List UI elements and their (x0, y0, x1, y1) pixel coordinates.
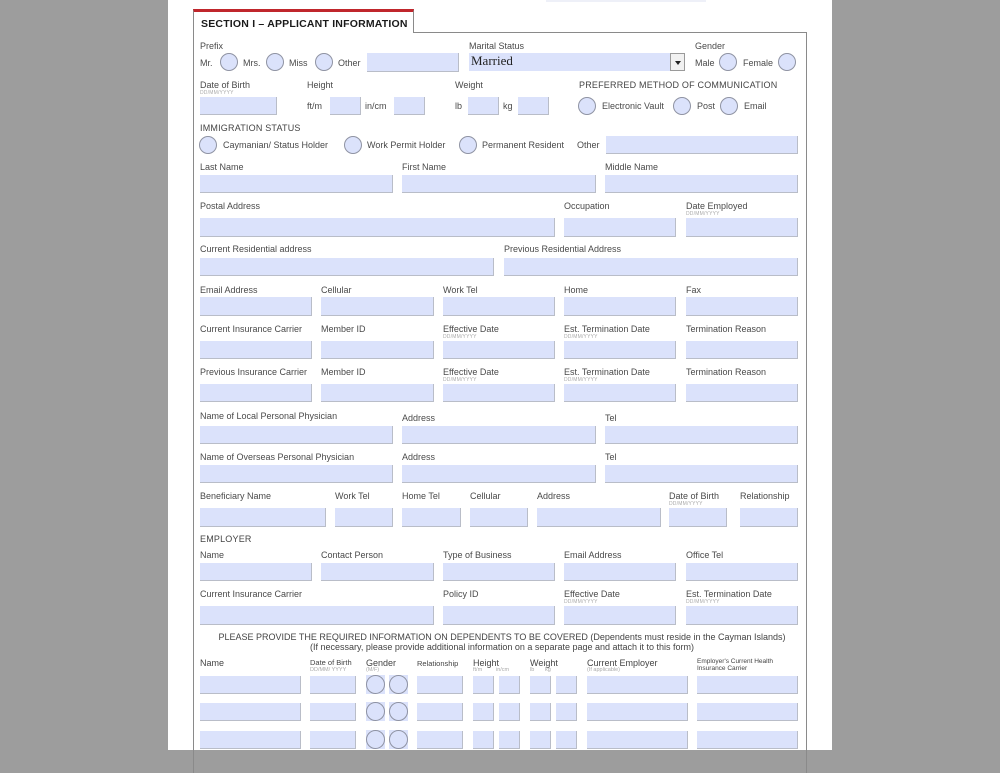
overseas-physician-tel-input[interactable] (605, 465, 798, 483)
immigration-workpermit-label: Work Permit Holder (367, 140, 446, 150)
current-member-id-input[interactable] (321, 341, 434, 359)
dep-weight-kg-input[interactable] (556, 703, 577, 721)
dep-weight-kg-input[interactable] (556, 731, 577, 749)
gender-male-label: Male (695, 58, 715, 68)
current-termination-hint: DD/MM/YYYY (564, 334, 598, 340)
dep-name-header: Name (200, 658, 225, 668)
beneficiary-address-input[interactable] (537, 508, 661, 527)
immigration-workpermit-radio[interactable] (344, 136, 362, 154)
immigration-permanent-label: Permanent Resident (482, 140, 565, 150)
comm-email-label: Email (744, 101, 767, 111)
dep-employer-input[interactable] (587, 703, 688, 721)
beneficiary-address-label: Address (537, 491, 571, 501)
section-tab (193, 9, 414, 32)
employer-carrier-input[interactable] (200, 606, 434, 625)
dob-hint: DD/MM/YYYY (200, 90, 234, 96)
dep-carrier-header-line1: Employer's Current Health (697, 658, 774, 665)
immigration-caymanian-label: Caymanian/ Status Holder (223, 140, 329, 150)
dep-employer-input[interactable] (587, 731, 688, 749)
gender-male-radio[interactable] (719, 53, 737, 71)
employer-email-label: Email Address (564, 550, 622, 560)
beneficiary-home-tel-label: Home Tel (402, 491, 440, 501)
local-physician-tel-input[interactable] (605, 426, 798, 444)
dep-name-input[interactable] (200, 676, 301, 694)
employer-termination-input[interactable] (686, 606, 798, 625)
current-effective-hint: DD/MM/YYYY (443, 334, 477, 340)
dep-weight-lb-input[interactable] (530, 676, 551, 694)
dep-height-in-input[interactable] (499, 731, 520, 749)
previous-effective-input[interactable] (443, 384, 555, 402)
employer-effective-input[interactable] (564, 606, 676, 625)
dep-gender-f-radio[interactable] (389, 702, 408, 721)
work-tel-label: Work Tel (443, 285, 478, 295)
dep-employer-input[interactable] (587, 676, 688, 694)
previous-residential-input[interactable] (504, 258, 798, 276)
dep-gender-hint: (M/F) (366, 667, 380, 673)
dep-name-input[interactable] (200, 731, 301, 749)
prefix-mrs-radio[interactable] (266, 53, 284, 71)
local-physician-tel-label: Tel (605, 413, 617, 423)
dep-carrier-input[interactable] (697, 703, 798, 721)
previous-reason-input[interactable] (686, 384, 798, 402)
overseas-physician-label: Name of Overseas Personal Physician (200, 452, 355, 462)
comm-post-radio[interactable] (673, 97, 691, 115)
date-employed-input[interactable] (686, 218, 798, 237)
height-ft-label: ft/m (307, 101, 322, 111)
weight-lb-input[interactable] (468, 97, 499, 115)
dep-relationship-input[interactable] (417, 676, 463, 694)
overseas-physician-tel-label: Tel (605, 452, 617, 462)
dep-gender-f-radio[interactable] (389, 675, 408, 694)
employer-effective-hint: DD/MM/YYYY (564, 599, 598, 605)
dep-weight-lb-input[interactable] (530, 731, 551, 749)
communication-label: PREFERRED METHOD OF COMMUNICATION (579, 80, 778, 90)
section-title: SECTION I – APPLICANT INFORMATION (201, 18, 408, 30)
comm-post-label: Post (697, 101, 716, 111)
prefix-mr-label: Mr. (200, 58, 213, 68)
dep-dob-header: Date of Birth (310, 658, 352, 667)
prefix-mr-radio[interactable] (220, 53, 238, 71)
employer-business-input[interactable] (443, 563, 555, 581)
employer-policy-label: Policy ID (443, 589, 479, 599)
beneficiary-work-tel-label: Work Tel (335, 491, 370, 501)
first-name-label: First Name (402, 162, 447, 172)
dependents-notice-line1: PLEASE PROVIDE THE REQUIRED INFORMATION ON DEPENDENTS TO BE COVERED (Dependents must reside in the Cayman Islands) (218, 632, 786, 642)
dep-gender-m-radio[interactable] (366, 702, 385, 721)
previous-member-id-input[interactable] (321, 384, 434, 402)
immigration-other-label: Other (577, 140, 600, 150)
previous-termination-hint: DD/MM/YYYY (564, 377, 598, 383)
weight-kg-label: kg (503, 101, 513, 111)
employer-office-tel-input[interactable] (686, 563, 798, 581)
dep-relationship-header: Relationship (417, 659, 459, 668)
employer-email-input[interactable] (564, 563, 676, 581)
beneficiary-dob-input[interactable] (669, 508, 727, 527)
gender-label: Gender (695, 41, 726, 51)
dep-height-ft-input[interactable] (473, 703, 494, 721)
height-label: Height (307, 80, 334, 90)
email-label: Email Address (200, 285, 258, 295)
dep-carrier-input[interactable] (697, 731, 798, 749)
weight-kg-input[interactable] (518, 97, 549, 115)
immigration-other-input[interactable] (606, 136, 798, 154)
dep-height-header: Height (473, 658, 500, 668)
beneficiary-relationship-input[interactable] (740, 508, 798, 527)
gender-female-label: Female (743, 58, 774, 68)
beneficiary-name-label: Beneficiary Name (200, 491, 272, 501)
employer-name-label: Name (200, 550, 225, 560)
marital-status-value: Married (471, 53, 513, 68)
local-physician-label: Name of Local Personal Physician (200, 411, 338, 421)
employer-heading: EMPLOYER (200, 534, 252, 544)
occupation-input[interactable] (564, 218, 676, 237)
employer-policy-input[interactable] (443, 606, 555, 625)
beneficiary-dob-label: Date of Birth (669, 491, 720, 501)
beneficiary-relationship-label: Relationship (740, 491, 790, 501)
middle-name-label: Middle Name (605, 162, 659, 172)
dep-height-ft-input[interactable] (473, 731, 494, 749)
current-carrier-label: Current Insurance Carrier (200, 324, 303, 334)
date-employed-hint: DD/MM/YYYY (686, 211, 720, 217)
dep-height-ft-input[interactable] (473, 676, 494, 694)
postal-address-input[interactable] (200, 218, 555, 237)
prefix-miss-label: Miss (289, 58, 308, 68)
marital-status-label: Marital Status (469, 41, 525, 51)
work-tel-input[interactable] (443, 297, 555, 316)
prefix-label: Prefix (200, 41, 224, 51)
cellular-label: Cellular (321, 285, 352, 295)
dep-name-input[interactable] (200, 703, 301, 721)
prefix-miss-radio[interactable] (315, 53, 333, 71)
dep-dob-input[interactable] (310, 703, 356, 721)
current-member-id-label: Member ID (321, 324, 366, 334)
last-name-label: Last Name (200, 162, 244, 172)
dep-gender-m-radio[interactable] (366, 730, 385, 749)
dep-relationship-input[interactable] (417, 703, 463, 721)
dep-gender-m-radio[interactable] (366, 675, 385, 694)
previous-effective-hint: DD/MM/YYYY (443, 377, 477, 383)
current-residential-label: Current Residential address (200, 244, 312, 254)
dep-employer-header: Current Employer (587, 658, 658, 668)
employer-business-label: Type of Business (443, 550, 512, 560)
previous-carrier-input[interactable] (200, 384, 312, 402)
home-label: Home (564, 285, 589, 295)
form-page (168, 0, 832, 750)
last-name-input[interactable] (200, 175, 393, 193)
employer-termination-hint: DD/MM/YYYY (686, 599, 720, 605)
dep-weight-hint-kg: kg (545, 667, 551, 673)
current-termination-label: Est. Termination Date (564, 324, 650, 334)
employer-carrier-label: Current Insurance Carrier (200, 589, 303, 599)
dependents-notice-line2: (If necessary, please provide additional information on a separate page and attach it to this form) (309, 642, 695, 652)
current-effective-label: Effective Date (443, 324, 499, 334)
beneficiary-cellular-input[interactable] (470, 508, 528, 527)
dep-height-in-input[interactable] (499, 703, 520, 721)
beneficiary-home-tel-input[interactable] (402, 508, 461, 527)
previous-effective-label: Effective Date (443, 367, 499, 377)
home-input[interactable] (564, 297, 676, 316)
dep-weight-hint-lb: lb (530, 667, 535, 673)
beneficiary-name-input[interactable] (200, 508, 326, 527)
chevron-down-icon[interactable] (670, 53, 685, 71)
previous-member-id-label: Member ID (321, 367, 366, 377)
gender-female-radio[interactable] (778, 53, 796, 71)
comm-vault-radio[interactable] (578, 97, 596, 115)
immigration-permanent-radio[interactable] (459, 136, 477, 154)
beneficiary-dob-hint: DD/MM/YYYY (669, 501, 703, 507)
height-in-label: in/cm (365, 101, 387, 111)
current-residential-input[interactable] (200, 258, 494, 276)
dep-height-hint-in: in/cm (496, 667, 510, 673)
dob-label: Date of Birth (200, 80, 251, 90)
employer-termination-label: Est. Termination Date (686, 589, 772, 599)
current-carrier-input[interactable] (200, 341, 312, 359)
current-effective-input[interactable] (443, 341, 555, 359)
dep-dob-hint: DD/MM/ YYYY (310, 667, 347, 673)
current-termination-input[interactable] (564, 341, 676, 359)
first-name-input[interactable] (402, 175, 596, 193)
middle-name-input[interactable] (605, 175, 798, 193)
fax-label: Fax (686, 285, 702, 295)
dep-employer-hint: (If applicable) (587, 667, 621, 673)
immigration-label: IMMIGRATION STATUS (200, 123, 301, 133)
prefix-other-label: Other (338, 58, 361, 68)
email-input[interactable] (200, 297, 312, 316)
dep-height-in-input[interactable] (499, 676, 520, 694)
dep-gender-f-radio[interactable] (389, 730, 408, 749)
height-ft-input[interactable] (330, 97, 361, 115)
overseas-physician-address-label: Address (402, 452, 436, 462)
dep-height-hint-ft: ft/m (473, 667, 483, 673)
dep-weight-header: Weight (530, 658, 558, 668)
marital-status-select[interactable] (469, 53, 685, 71)
prefix-mrs-label: Mrs. (243, 58, 261, 68)
previous-termination-label: Est. Termination Date (564, 367, 650, 377)
current-reason-label: Termination Reason (686, 324, 767, 334)
employer-effective-label: Effective Date (564, 589, 620, 599)
height-in-input[interactable] (394, 97, 425, 115)
local-physician-input[interactable] (200, 426, 393, 444)
prefix-other-input[interactable] (367, 53, 459, 72)
dep-carrier-input[interactable] (697, 676, 798, 694)
beneficiary-cellular-label: Cellular (470, 491, 501, 501)
occupation-label: Occupation (564, 201, 610, 211)
weight-label: Weight (455, 80, 483, 90)
overseas-physician-input[interactable] (200, 465, 393, 483)
dob-input[interactable] (200, 97, 277, 115)
employer-office-tel-label: Office Tel (686, 550, 724, 560)
local-physician-address-input[interactable] (402, 426, 596, 444)
dep-relationship-input[interactable] (417, 731, 463, 749)
employer-name-input[interactable] (200, 563, 312, 581)
date-employed-label: Date Employed (686, 201, 748, 211)
previous-termination-input[interactable] (564, 384, 676, 402)
previous-residential-label: Previous Residential Address (504, 244, 622, 254)
beneficiary-work-tel-input[interactable] (335, 508, 393, 527)
dep-weight-lb-input[interactable] (530, 703, 551, 721)
weight-lb-label: lb (455, 101, 463, 111)
dep-weight-kg-input[interactable] (556, 676, 577, 694)
overseas-physician-address-input[interactable] (402, 465, 596, 483)
local-physician-address-label: Address (402, 413, 436, 423)
comm-vault-label: Electronic Vault (602, 101, 664, 111)
dep-dob-input[interactable] (310, 676, 356, 694)
dep-carrier-header-line2: Insurance Carrier (697, 665, 748, 672)
employer-contact-label: Contact Person (321, 550, 384, 560)
comm-email-radio[interactable] (720, 97, 738, 115)
dep-dob-input[interactable] (310, 731, 356, 749)
top-divider (546, 0, 706, 2)
cellular-input[interactable] (321, 297, 434, 316)
current-reason-input[interactable] (686, 341, 798, 359)
dep-gender-header: Gender (366, 658, 397, 668)
postal-address-label: Postal Address (200, 201, 261, 211)
fax-input[interactable] (686, 297, 798, 316)
immigration-caymanian-radio[interactable] (199, 136, 217, 154)
employer-contact-input[interactable] (321, 563, 434, 581)
previous-reason-label: Termination Reason (686, 367, 767, 377)
previous-carrier-label: Previous Insurance Carrier (200, 367, 308, 377)
